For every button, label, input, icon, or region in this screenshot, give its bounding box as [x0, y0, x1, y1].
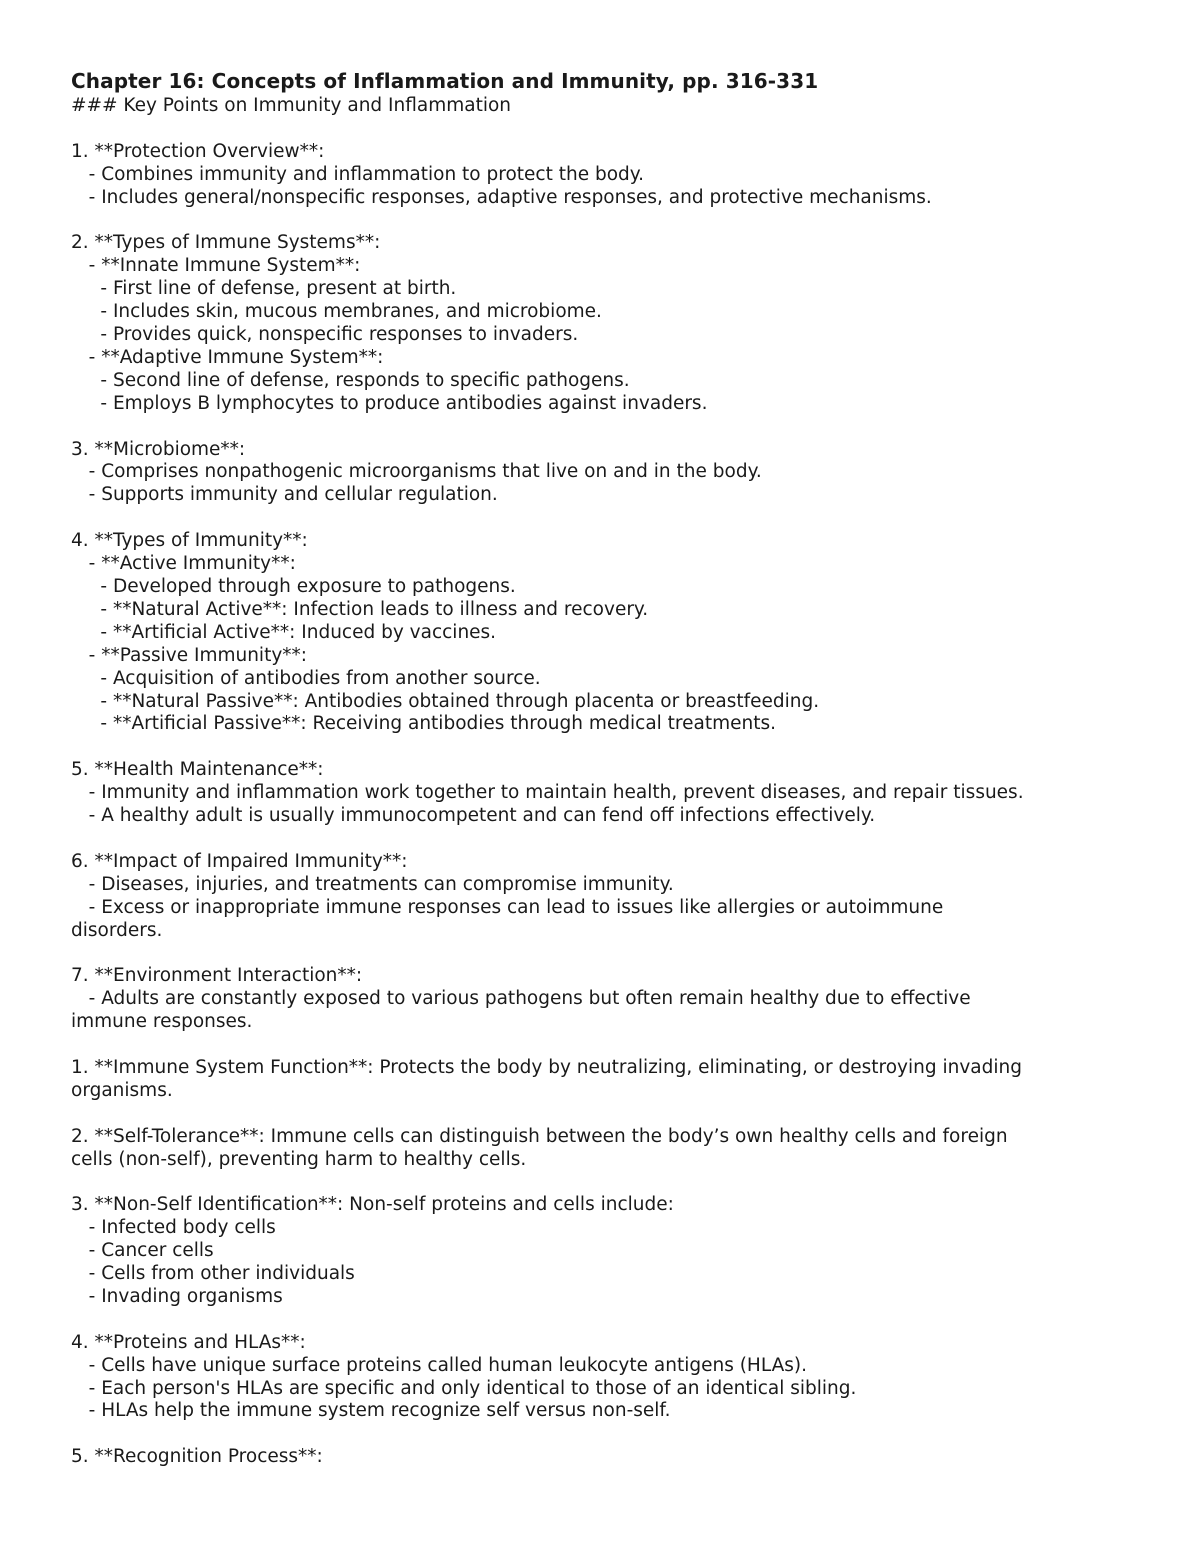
- text-line: - First line of defense, present at birth.: [71, 278, 457, 300]
- text-line: - Acquisition of antibodies from another source.: [71, 667, 541, 689]
- blank-line: [71, 118, 1121, 141]
- text-line: - Diseases, injuries, and treatments can compromise immunity.: [71, 873, 674, 895]
- text-line: - **Natural Active**: Infection leads to illness and recovery.: [71, 598, 649, 620]
- blank-line: [71, 942, 1121, 965]
- text-line: - **Artificial Active**: Induced by vaccines.: [71, 621, 497, 643]
- text-line: 2. **Types of Immune Systems**:: [71, 232, 381, 254]
- text-line: - A healthy adult is usually immunocompetent and can fend off infections effectively.: [71, 805, 876, 827]
- blank-line: [71, 1034, 1121, 1057]
- document-body: [71, 95, 1121, 1469]
- text-line: 6. **Impact of Impaired Immunity**:: [71, 850, 408, 872]
- text-line: - **Innate Immune System**:: [71, 255, 361, 277]
- text-line: 3. **Non-Self Identification**: Non-self proteins and cells include:: [71, 1194, 674, 1216]
- document-page: [71, 68, 1121, 1469]
- text-line: - Each person's HLAs are specific and only identical to those of an identical sibling.: [71, 1377, 857, 1399]
- text-line: - Employs B lymphocytes to produce antibodies against invaders.: [71, 392, 708, 414]
- text-line: 7. **Environment Interaction**:: [71, 965, 363, 987]
- text-line: - Immunity and inflammation work together to maintain health, prevent diseases, and repair tissues.: [71, 782, 1024, 804]
- blank-line: [71, 1171, 1121, 1194]
- text-line: - Second line of defense, responds to specific pathogens.: [71, 369, 630, 391]
- text-line: 1. **Protection Overview**:: [71, 140, 325, 162]
- text-line: 5. **Recognition Process**:: [71, 1446, 323, 1468]
- text-line: - Excess or inappropriate immune responses can lead to issues like allergies or autoimmune: [71, 896, 944, 918]
- text-line: - Cells from other individuals: [71, 1263, 355, 1285]
- document-title: Chapter 16: Concepts of Inflammation and Immunity, pp. 316-331: [71, 69, 819, 93]
- text-line: - **Natural Passive**: Antibodies obtained through placenta or breastfeeding.: [71, 690, 820, 712]
- blank-line: [71, 1423, 1121, 1446]
- text-line: 1. **Immune System Function**: Protects the body by neutralizing, eliminating, or destroying invading: [71, 1056, 1022, 1078]
- text-line: - Infected body cells: [71, 1217, 276, 1239]
- text-line: 4. **Proteins and HLAs**:: [71, 1331, 306, 1353]
- text-line: - Combines immunity and inflammation to protect the body.: [71, 163, 644, 185]
- text-line: - Adults are constantly exposed to various pathogens but often remain healthy due to effective: [71, 988, 971, 1010]
- blank-line: [71, 1309, 1121, 1332]
- blank-line: [71, 210, 1121, 233]
- blank-line: [71, 828, 1121, 851]
- text-line: disorders.: [71, 919, 163, 941]
- text-line: 3. **Microbiome**:: [71, 438, 246, 460]
- text-line: - Invading organisms: [71, 1285, 283, 1307]
- text-line: - Cancer cells: [71, 1240, 214, 1262]
- blank-line: [71, 416, 1121, 439]
- text-line: - HLAs help the immune system recognize self versus non-self.: [71, 1400, 671, 1422]
- blank-line: [71, 507, 1121, 530]
- text-line: cells (non-self), preventing harm to healthy cells.: [71, 1148, 527, 1170]
- text-line: - Includes skin, mucous membranes, and microbiome.: [71, 301, 602, 323]
- text-line: organisms.: [71, 1079, 173, 1101]
- text-line: - Provides quick, nonspecific responses to invaders.: [71, 324, 579, 346]
- text-line: - **Passive Immunity**:: [71, 644, 308, 666]
- blank-line: [71, 1103, 1121, 1126]
- text-line: - **Active Immunity**:: [71, 553, 296, 575]
- text-line: - Developed through exposure to pathogens.: [71, 575, 516, 597]
- text-line: - Comprises nonpathogenic microorganisms that live on and in the body.: [71, 461, 762, 483]
- text-line: - Includes general/nonspecific responses, adaptive responses, and protective mechanisms.: [71, 186, 932, 208]
- text-line: - **Artificial Passive**: Receiving antibodies through medical treatments.: [71, 713, 777, 735]
- blank-line: [71, 736, 1121, 759]
- text-line: - Supports immunity and cellular regulation.: [71, 484, 498, 506]
- text-line: 5. **Health Maintenance**:: [71, 759, 324, 781]
- text-line: 4. **Types of Immunity**:: [71, 530, 308, 552]
- text-line: - **Adaptive Immune System**:: [71, 346, 384, 368]
- text-line: 2. **Self-Tolerance**: Immune cells can distinguish between the body’s own healthy cells and foreign: [71, 1125, 1008, 1147]
- text-line: - Cells have unique surface proteins called human leukocyte antigens (HLAs).: [71, 1354, 807, 1376]
- text-line: immune responses.: [71, 1011, 253, 1033]
- text-line: ### Key Points on Immunity and Inflammation: [71, 95, 512, 116]
